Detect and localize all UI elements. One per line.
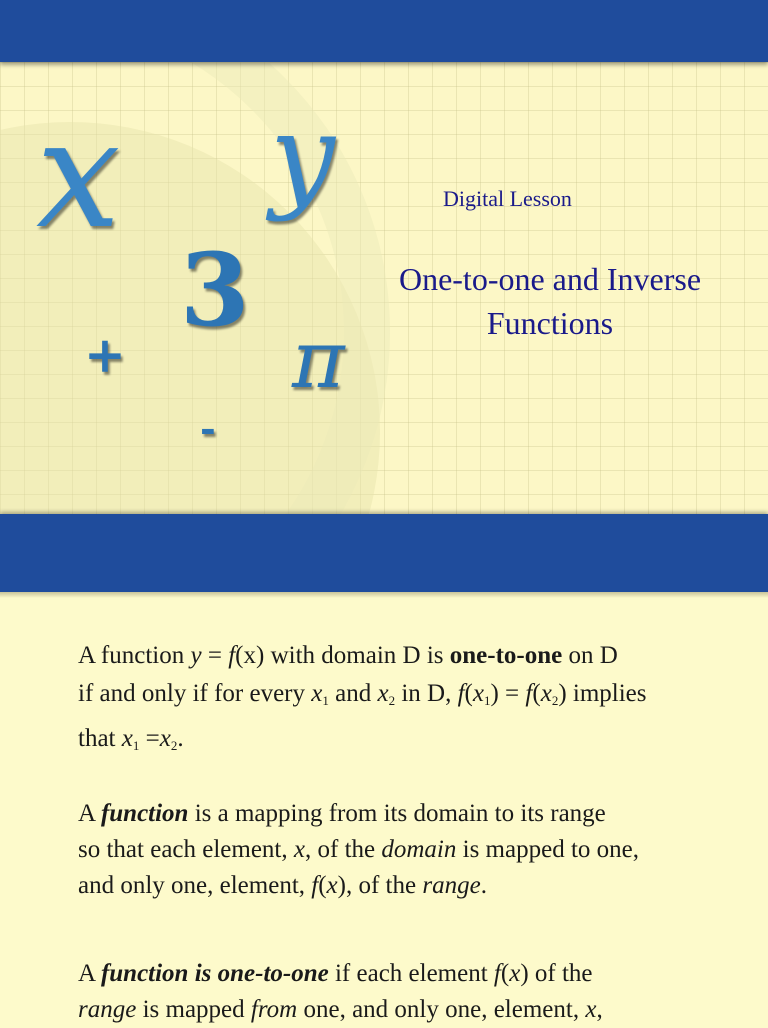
function-line-2: so that each element, x, of the domain is mapped to one, xyxy=(78,836,639,863)
title-line-1: One-to-one and Inverse xyxy=(398,261,702,297)
symbol-minus: - xyxy=(200,406,216,451)
symbol-plus: + xyxy=(84,325,126,384)
definition-line-2: if and only if for every $x_1$ and $x_2$ in D, $f(x_1) = f(x_2)$ implies xyxy=(78,680,647,708)
bottom-bar xyxy=(0,514,768,592)
lesson-subtitle: Digital Lesson xyxy=(443,186,572,211)
content-slide xyxy=(0,592,768,1024)
title-line-2: Functions xyxy=(486,305,614,341)
one-to-one-line-1: A function is one-to-one if each element f(x) of the xyxy=(78,960,593,987)
definition-line-1: A function y = f(x) with domain D is one-to-one on D xyxy=(78,642,618,669)
function-paragraph xyxy=(78,796,768,904)
symbol-pi: π xyxy=(292,313,345,406)
slide-title xyxy=(350,257,750,345)
symbol-x: x xyxy=(36,88,121,262)
one-to-one-paragraph xyxy=(78,956,768,1028)
symbol-three: 3 xyxy=(180,231,250,349)
top-bar xyxy=(0,0,768,62)
slide-top-shadow xyxy=(0,592,768,598)
definition-paragraph xyxy=(78,637,768,765)
definition-line-3: that $x_1 =x_2$. xyxy=(78,725,184,753)
symbol-y: y xyxy=(270,90,335,224)
one-to-one-line-2: range is mapped from one, and only one, element, x, xyxy=(78,996,603,1023)
function-line-3: and only one, element, f(x), of the range. xyxy=(78,872,487,899)
function-line-1: A function is a mapping from its domain to its range xyxy=(78,800,606,827)
